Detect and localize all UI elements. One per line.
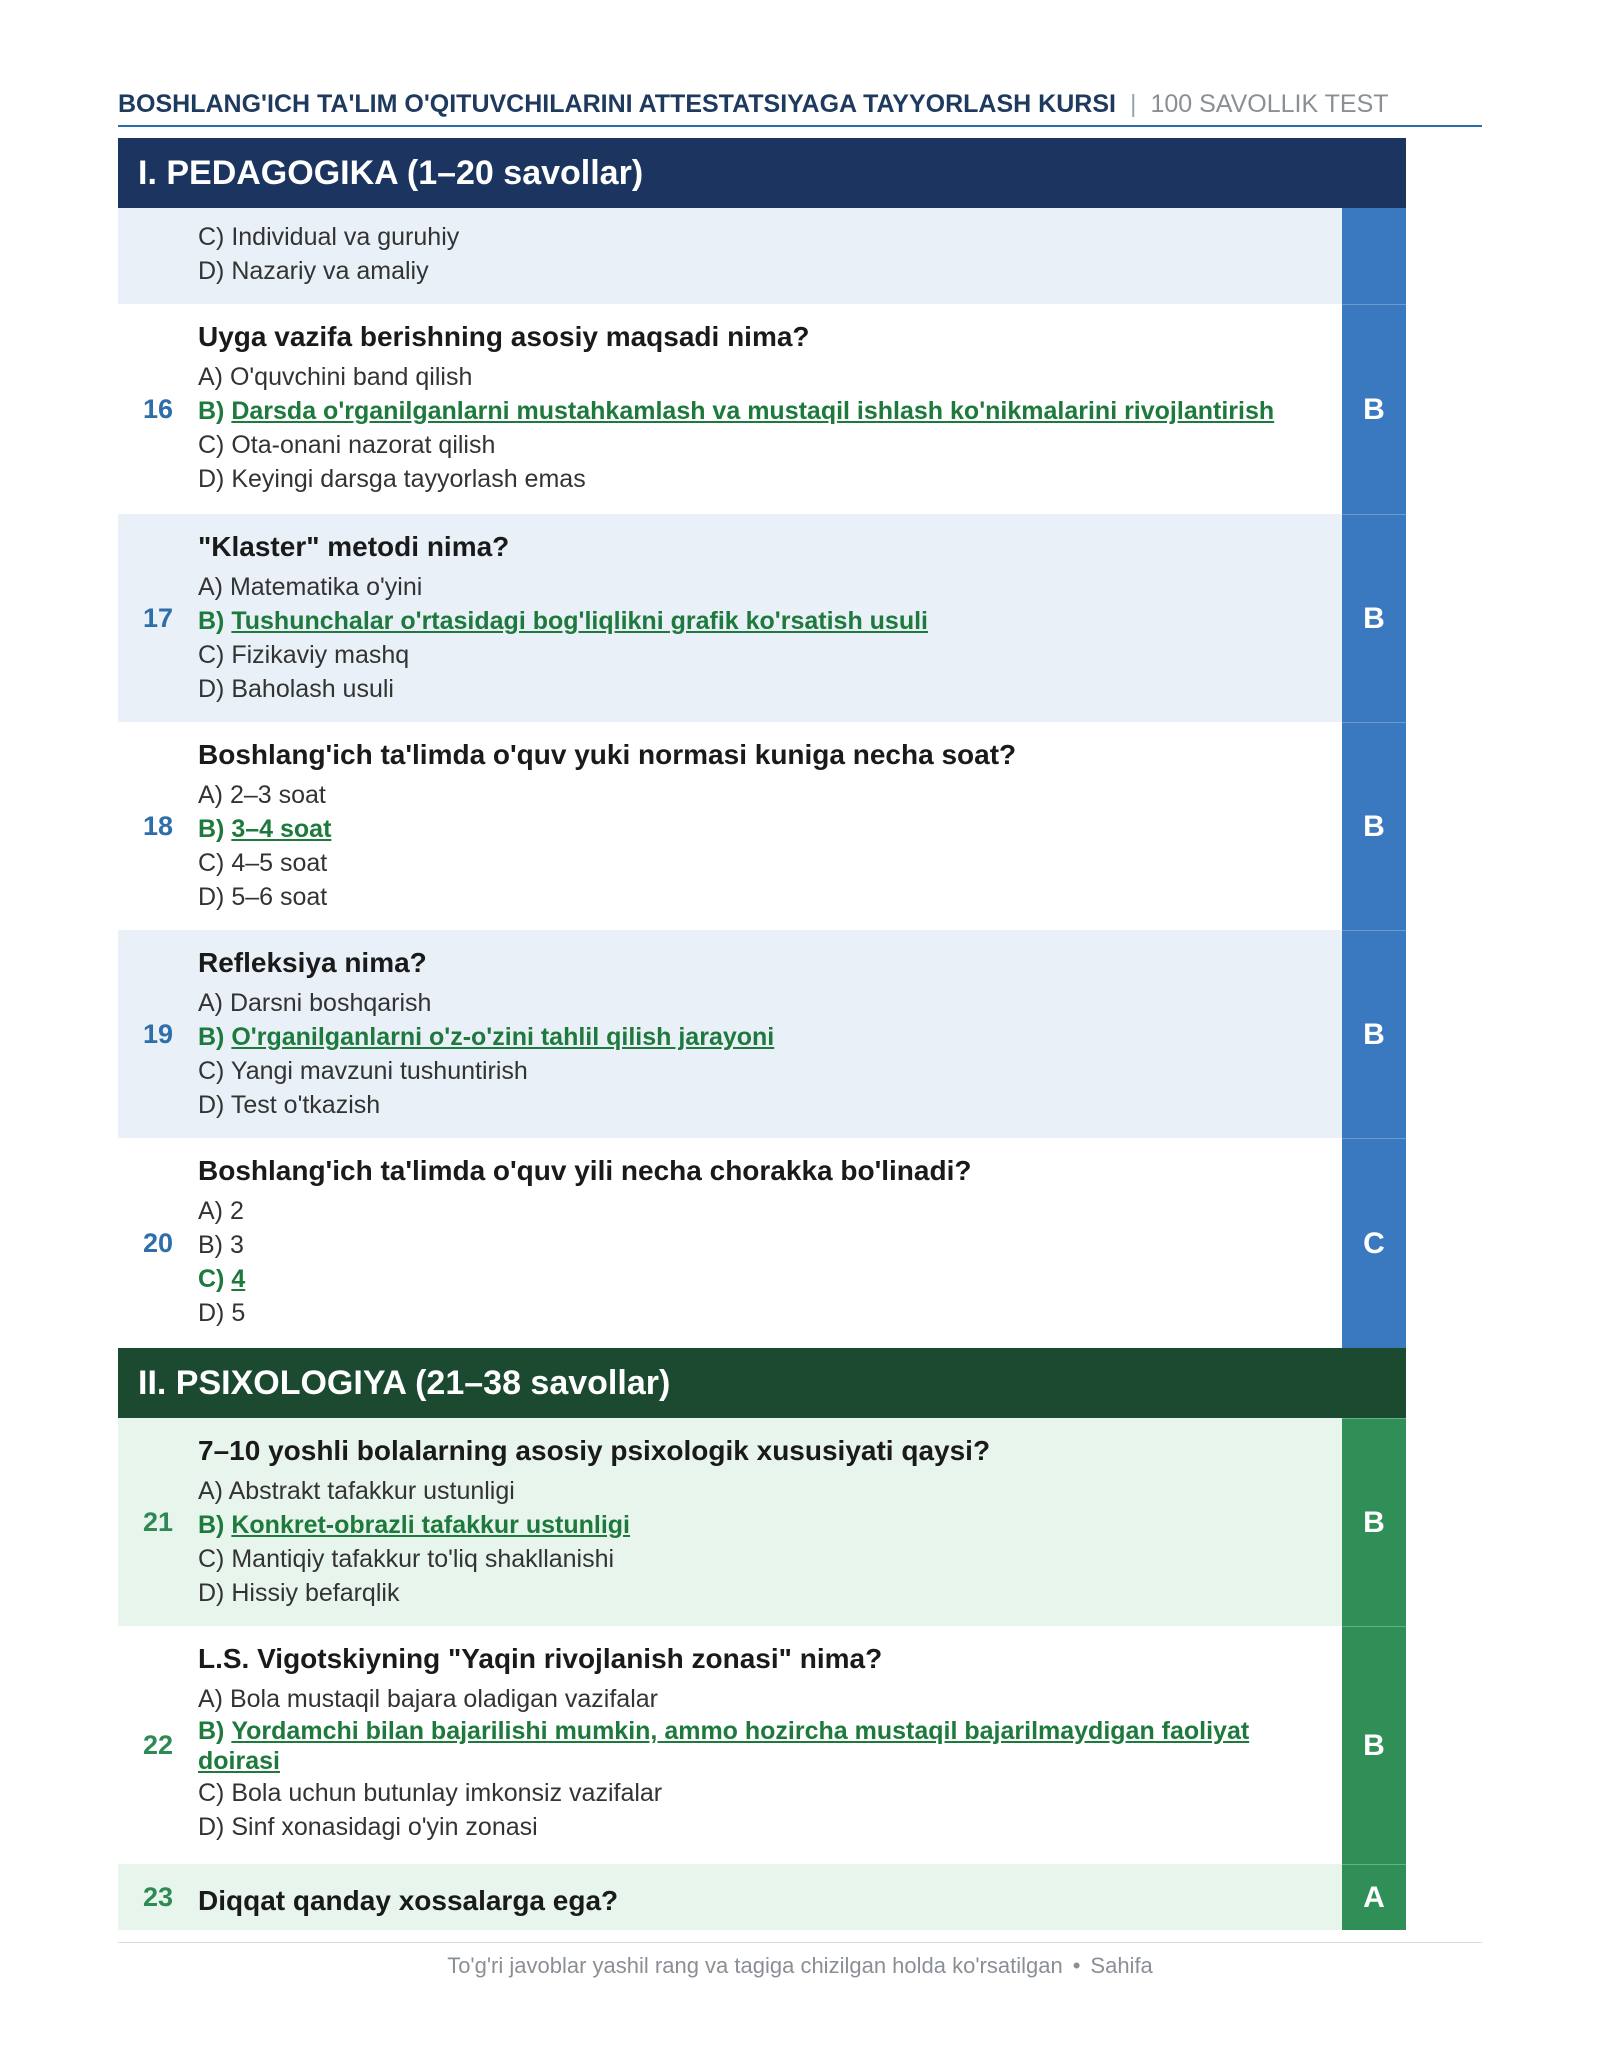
option-b: B) 3: [198, 1231, 244, 1259]
question-number: 20: [142, 1227, 174, 1258]
option-a: A) 2: [198, 1197, 244, 1225]
question-number: 22: [142, 1729, 174, 1760]
option-a: A) O'quvchini band qilish: [198, 363, 473, 391]
question-row: [118, 1418, 1406, 1626]
option-b-correct: B) 3–4 soat: [198, 815, 332, 843]
footer-page-label: Sahifa: [1090, 1953, 1153, 1978]
option-a: A) Darsni boshqarish: [198, 989, 432, 1017]
question-number: [118, 208, 198, 304]
option-a: A) 2–3 soat: [198, 781, 326, 809]
page-footer: [118, 1942, 1482, 1979]
course-title: BOSHLANG'ICH TA'LIM O'QITUVCHILARINI ATTESTATSIYAGA TAYYORLASH KURSI: [118, 90, 1116, 118]
option-a: A) Bola mustaqil bajara oladigan vazifalar: [198, 1685, 658, 1713]
answer-cell: A: [1342, 1864, 1406, 1930]
question-number: 23: [142, 1881, 174, 1912]
question-row: [118, 1864, 1406, 1930]
test-content: [118, 138, 1406, 1930]
footer-bullet: •: [1072, 1953, 1081, 1978]
answer-cell: [1342, 208, 1406, 304]
section-header-psixologiya: II. PSIXOLOGIYA (21–38 savollar): [118, 1348, 1406, 1418]
answer-cell: B: [1342, 930, 1406, 1138]
footer-note: To'g'ri javoblar yashil rang va tagiga chizilgan holda ko'rsatilgan: [447, 1953, 1063, 1978]
test-name: 100 SAVOLLIK TEST: [1150, 90, 1389, 118]
option-c: C) 4–5 soat: [198, 849, 328, 877]
question-row: [118, 304, 1406, 514]
answer-cell: B: [1342, 304, 1406, 514]
option-b-correct: B) Yordamchi bilan bajarilishi mumkin, ammo hozircha mustaqil bajarilmaydigan faoliyat doirasi: [198, 1717, 1250, 1775]
question-text: Uyga vazifa berishning asosiy maqsadi nima?: [198, 321, 810, 352]
question-number: 17: [142, 602, 174, 633]
option-a: A) Abstrakt tafakkur ustunligi: [198, 1477, 515, 1505]
question-number: 16: [142, 393, 174, 424]
question-text: L.S. Vigotskiyning "Yaqin rivojlanish zonasi" nima?: [198, 1643, 883, 1674]
question-number: 21: [142, 1506, 174, 1537]
question-row: [118, 722, 1406, 930]
option-d: D) Hissiy befarqlik: [198, 1579, 400, 1607]
question-text: Diqqat qanday xossalarga ega?: [198, 1885, 619, 1916]
question-text: "Klaster" metodi nima?: [198, 531, 510, 562]
option-d: D) 5–6 soat: [198, 883, 328, 911]
question-number: 18: [142, 810, 174, 841]
question-text: Boshlang'ich ta'limda o'quv yili necha chorakka bo'linadi?: [198, 1155, 972, 1186]
option-b-correct: B) Konkret-obrazli tafakkur ustunligi: [198, 1511, 631, 1539]
answer-cell: B: [1342, 1626, 1406, 1864]
question-row: [118, 1626, 1406, 1864]
answer-cell: B: [1342, 722, 1406, 930]
section-header-pedagogika: I. PEDAGOGIKA (1–20 savollar): [118, 138, 1406, 208]
question-row: [118, 514, 1406, 722]
answer-cell: B: [1342, 514, 1406, 722]
option-d: D) Baholash usuli: [198, 675, 394, 703]
header-separator: |: [1129, 90, 1137, 118]
option-b-correct: B) O'rganilganlarni o'z-o'zini tahlil qilish jarayoni: [198, 1023, 775, 1051]
option-a: A) Matematika o'yini: [198, 573, 423, 601]
question-row: [118, 930, 1406, 1138]
question-row: [118, 1138, 1406, 1348]
option-d: D) 5: [198, 1299, 246, 1327]
option-c: C) Ota-onani nazorat qilish: [198, 431, 496, 459]
option-b-correct: B) Tushunchalar o'rtasidagi bog'liqlikni grafik ko'rsatish usuli: [198, 607, 928, 635]
question-number: 19: [142, 1018, 174, 1049]
answer-cell: B: [1342, 1418, 1406, 1626]
option: C) Individual va guruhiy: [198, 223, 460, 251]
option-d: D) Keyingi darsga tayyorlash emas: [198, 465, 586, 493]
question-text: 7–10 yoshli bolalarning asosiy psixologik xususiyati qaysi?: [198, 1435, 991, 1466]
option-d: D) Sinf xonasidagi o'yin zonasi: [198, 1813, 538, 1841]
option-c: C) Fizikaviy mashq: [198, 641, 410, 669]
option-b-correct: B) Darsda o'rganilganlarni mustahkamlash va mustaqil ishlash ko'nikmalarini rivojlantirish: [198, 397, 1275, 425]
option-c: C) Mantiqiy tafakkur to'liq shakllanishi: [198, 1545, 615, 1573]
question-text: Boshlang'ich ta'limda o'quv yuki normasi kuniga necha soat?: [198, 739, 1017, 770]
option-d: D) Test o'tkazish: [198, 1091, 381, 1119]
page-header: [118, 90, 1482, 127]
option-c: C) Bola uchun butunlay imkonsiz vazifalar: [198, 1779, 663, 1807]
option-c: C) Yangi mavzuni tushuntirish: [198, 1057, 528, 1085]
question-row-continued: [118, 208, 1406, 304]
question-text: Refleksiya nima?: [198, 947, 427, 978]
option-c-correct: C) 4: [198, 1265, 246, 1293]
answer-cell: C: [1342, 1138, 1406, 1348]
option: D) Nazariy va amaliy: [198, 257, 429, 285]
